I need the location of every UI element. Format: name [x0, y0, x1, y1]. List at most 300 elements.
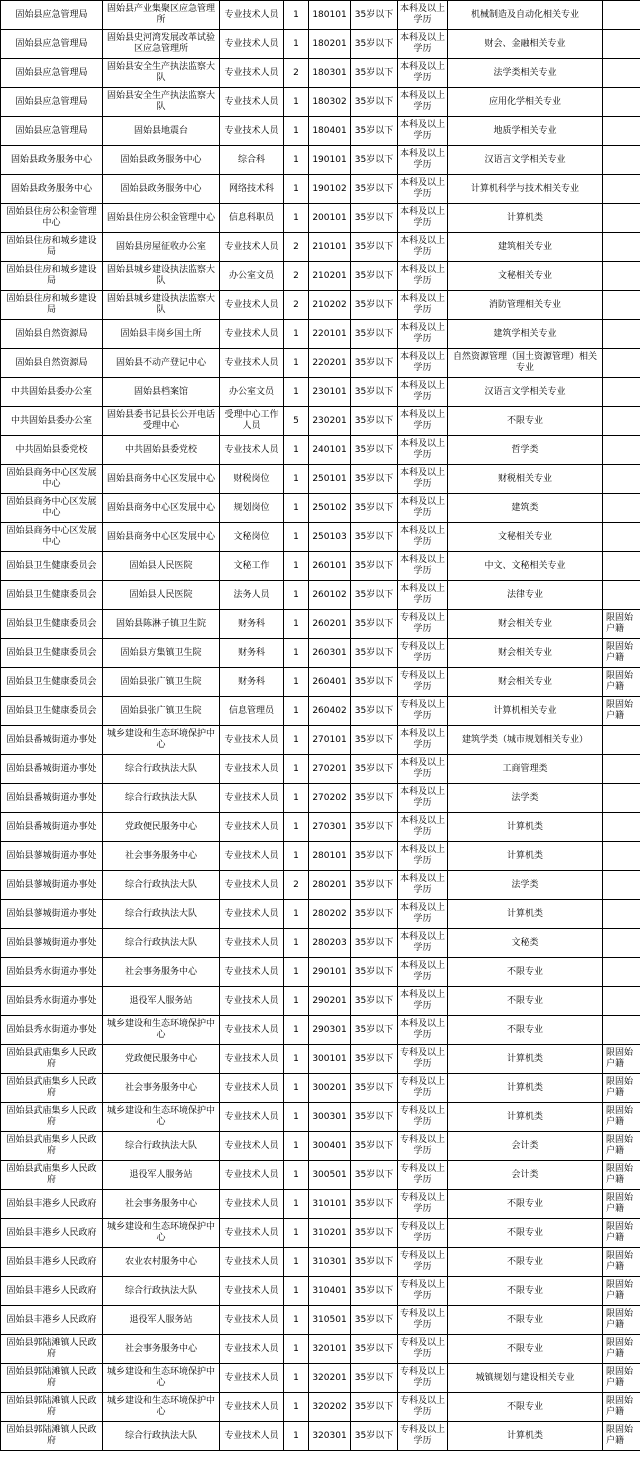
cell-count: 1: [284, 1, 309, 30]
cell-code: 320101: [309, 1335, 351, 1364]
table-row: [1, 755, 640, 784]
cell-education: 专科及以上学历: [398, 1219, 448, 1248]
cell-code: 280201: [309, 871, 351, 900]
table-row: [1, 784, 640, 813]
cell-code: 300501: [309, 1161, 351, 1190]
cell-age: 35岁以下: [351, 407, 398, 436]
cell-note: [603, 320, 640, 349]
cell-position: 专业技术人员: [220, 726, 284, 755]
cell-note: [603, 871, 640, 900]
cell-position: 专业技术人员: [220, 813, 284, 842]
cell-position: 网络技术科: [220, 175, 284, 204]
cell-department: 固始县番城街道办事处: [1, 784, 103, 813]
cell-department: 固始县商务中心区发展中心: [1, 465, 103, 494]
cell-count: 1: [284, 1364, 309, 1393]
cell-unit: 综合行政执法大队: [103, 1132, 220, 1161]
cell-age: 35岁以下: [351, 1335, 398, 1364]
cell-department: 固始县武庙集乡人民政府: [1, 1132, 103, 1161]
cell-department: 固始县应急管理局: [1, 88, 103, 117]
cell-count: 1: [284, 1248, 309, 1277]
cell-major: 计算机类: [448, 204, 603, 233]
cell-note: [603, 552, 640, 581]
cell-position: 专业技术人员: [220, 1161, 284, 1190]
cell-unit: 综合行政执法大队: [103, 1277, 220, 1306]
cell-department: 固始县郭陆滩镇人民政府: [1, 1393, 103, 1422]
table-row: [1, 987, 640, 1016]
cell-position: 综合科: [220, 146, 284, 175]
cell-unit: 固始县安全生产执法监察大队: [103, 59, 220, 88]
cell-note: [603, 233, 640, 262]
cell-code: 310501: [309, 1306, 351, 1335]
cell-code: 290201: [309, 987, 351, 1016]
cell-note: [603, 146, 640, 175]
cell-position: 专业技术人员: [220, 1277, 284, 1306]
cell-note: 限固始户籍: [603, 697, 640, 726]
cell-age: 35岁以下: [351, 958, 398, 987]
cell-education: 本科及以上学历: [398, 871, 448, 900]
cell-code: 200101: [309, 204, 351, 233]
cell-unit: 固始县政务服务中心: [103, 146, 220, 175]
cell-education: 专科及以上学历: [398, 1074, 448, 1103]
cell-department: 固始县丰港乡人民政府: [1, 1190, 103, 1219]
cell-unit: 社会事务服务中心: [103, 1074, 220, 1103]
cell-count: 1: [284, 581, 309, 610]
table-row: [1, 1306, 640, 1335]
cell-unit: 社会事务服务中心: [103, 1190, 220, 1219]
cell-department: 固始县应急管理局: [1, 59, 103, 88]
cell-department: 固始县卫生健康委员会: [1, 639, 103, 668]
cell-unit: 固始县住房公积金管理中心: [103, 204, 220, 233]
cell-age: 35岁以下: [351, 929, 398, 958]
cell-education: 本科及以上学历: [398, 204, 448, 233]
cell-note: 限固始户籍: [603, 1393, 640, 1422]
cell-position: 专业技术人员: [220, 1, 284, 30]
cell-age: 35岁以下: [351, 755, 398, 784]
cell-department: 固始县蓼城街道办事处: [1, 871, 103, 900]
cell-education: 专科及以上学历: [398, 1422, 448, 1451]
cell-code: 300301: [309, 1103, 351, 1132]
cell-education: 本科及以上学历: [398, 494, 448, 523]
cell-department: 固始县武庙集乡人民政府: [1, 1045, 103, 1074]
cell-education: 专科及以上学历: [398, 1161, 448, 1190]
table-row: [1, 871, 640, 900]
cell-position: 专业技术人员: [220, 1074, 284, 1103]
cell-position: 专业技术人员: [220, 1393, 284, 1422]
cell-unit: 固始县城乡建设执法监察大队: [103, 262, 220, 291]
cell-code: 230201: [309, 407, 351, 436]
cell-major: 建筑学类（城市规划相关专业）: [448, 726, 603, 755]
cell-code: 180401: [309, 117, 351, 146]
cell-unit: 城乡建设和生态环境保护中心: [103, 1016, 220, 1045]
table-row: [1, 146, 640, 175]
cell-count: 1: [284, 1393, 309, 1422]
cell-education: 本科及以上学历: [398, 523, 448, 552]
cell-code: 290101: [309, 958, 351, 987]
cell-count: 1: [284, 349, 309, 378]
cell-age: 35岁以下: [351, 813, 398, 842]
cell-position: 专业技术人员: [220, 755, 284, 784]
cell-note: [603, 726, 640, 755]
cell-unit: 中共固始县委党校: [103, 436, 220, 465]
cell-department: 固始县政务服务中心: [1, 146, 103, 175]
cell-age: 35岁以下: [351, 349, 398, 378]
cell-count: 1: [284, 668, 309, 697]
cell-major: 不限专业: [448, 958, 603, 987]
cell-unit: 固始县政务服务中心: [103, 175, 220, 204]
cell-education: 专科及以上学历: [398, 1132, 448, 1161]
cell-position: 专业技术人员: [220, 1219, 284, 1248]
cell-code: 270101: [309, 726, 351, 755]
cell-count: 1: [284, 842, 309, 871]
cell-age: 35岁以下: [351, 320, 398, 349]
cell-count: 1: [284, 552, 309, 581]
cell-education: 本科及以上学历: [398, 900, 448, 929]
cell-code: 270202: [309, 784, 351, 813]
cell-education: 本科及以上学历: [398, 784, 448, 813]
cell-education: 本科及以上学历: [398, 291, 448, 320]
cell-department: 固始县番城街道办事处: [1, 755, 103, 784]
cell-code: 210202: [309, 291, 351, 320]
cell-education: 专科及以上学历: [398, 1306, 448, 1335]
cell-code: 320201: [309, 1364, 351, 1393]
cell-count: 1: [284, 1306, 309, 1335]
table-row: [1, 233, 640, 262]
cell-major: 财会、金融相关专业: [448, 30, 603, 59]
cell-age: 35岁以下: [351, 610, 398, 639]
table-row: [1, 610, 640, 639]
cell-education: 本科及以上学历: [398, 30, 448, 59]
cell-position: 专业技术人员: [220, 291, 284, 320]
cell-position: 专业技术人员: [220, 1248, 284, 1277]
cell-position: 受理中心工作人员: [220, 407, 284, 436]
cell-department: 固始县郭陆滩镇人民政府: [1, 1422, 103, 1451]
cell-unit: 固始县商务中心区发展中心: [103, 523, 220, 552]
cell-education: 本科及以上学历: [398, 349, 448, 378]
cell-major: 财会相关专业: [448, 610, 603, 639]
cell-note: 限固始户籍: [603, 1161, 640, 1190]
cell-unit: 综合行政执法大队: [103, 784, 220, 813]
cell-count: 1: [284, 1074, 309, 1103]
cell-position: 专业技术人员: [220, 320, 284, 349]
cell-position: 专业技术人员: [220, 842, 284, 871]
cell-position: 专业技术人员: [220, 1364, 284, 1393]
cell-note: 限固始户籍: [603, 1074, 640, 1103]
cell-position: 法务人员: [220, 581, 284, 610]
cell-position: 专业技术人员: [220, 59, 284, 88]
cell-unit: 综合行政执法大队: [103, 900, 220, 929]
cell-major: 会计类: [448, 1161, 603, 1190]
cell-education: 本科及以上学历: [398, 262, 448, 291]
cell-note: [603, 581, 640, 610]
cell-education: 本科及以上学历: [398, 146, 448, 175]
cell-position: 专业技术人员: [220, 1103, 284, 1132]
cell-count: 1: [284, 436, 309, 465]
cell-note: [603, 465, 640, 494]
cell-code: 310201: [309, 1219, 351, 1248]
table-row: [1, 813, 640, 842]
cell-count: 1: [284, 494, 309, 523]
cell-education: 专科及以上学历: [398, 1393, 448, 1422]
cell-education: 本科及以上学历: [398, 552, 448, 581]
cell-age: 35岁以下: [351, 1132, 398, 1161]
cell-position: 专业技术人员: [220, 349, 284, 378]
cell-department: 固始县商务中心区发展中心: [1, 494, 103, 523]
cell-unit: 固始县史河湾发展改革试验区应急管理所: [103, 30, 220, 59]
cell-major: 计算机类: [448, 900, 603, 929]
table-row: [1, 1161, 640, 1190]
table-row: [1, 436, 640, 465]
cell-unit: 固始县商务中心区发展中心: [103, 465, 220, 494]
cell-major: 计算机类: [448, 1074, 603, 1103]
cell-note: [603, 755, 640, 784]
cell-department: 固始县武庙集乡人民政府: [1, 1074, 103, 1103]
cell-unit: 城乡建设和生态环境保护中心: [103, 726, 220, 755]
cell-code: 290301: [309, 1016, 351, 1045]
table-row: [1, 523, 640, 552]
cell-position: 文秘工作: [220, 552, 284, 581]
cell-unit: 固始县城乡建设执法监察大队: [103, 291, 220, 320]
cell-education: 本科及以上学历: [398, 1016, 448, 1045]
cell-note: [603, 117, 640, 146]
table-row: [1, 726, 640, 755]
cell-major: 计算机类: [448, 813, 603, 842]
cell-unit: 固始县档案馆: [103, 378, 220, 407]
table-row: [1, 378, 640, 407]
cell-department: 固始县武庙集乡人民政府: [1, 1103, 103, 1132]
cell-major: 财会相关专业: [448, 639, 603, 668]
cell-major: 不限专业: [448, 1335, 603, 1364]
cell-note: [603, 30, 640, 59]
cell-department: 固始县秀水街道办事处: [1, 1016, 103, 1045]
cell-age: 35岁以下: [351, 697, 398, 726]
cell-age: 35岁以下: [351, 1190, 398, 1219]
cell-education: 本科及以上学历: [398, 813, 448, 842]
cell-department: 固始县应急管理局: [1, 30, 103, 59]
cell-major: 法学类相关专业: [448, 59, 603, 88]
cell-unit: 固始县地震台: [103, 117, 220, 146]
cell-major: 计算机类: [448, 1422, 603, 1451]
cell-age: 35岁以下: [351, 30, 398, 59]
cell-major: 自然资源管理（国土资源管理）相关专业: [448, 349, 603, 378]
cell-position: 财税岗位: [220, 465, 284, 494]
cell-code: 190102: [309, 175, 351, 204]
cell-department: 固始县蓼城街道办事处: [1, 842, 103, 871]
cell-count: 2: [284, 291, 309, 320]
cell-age: 35岁以下: [351, 494, 398, 523]
cell-unit: 党政便民服务中心: [103, 1045, 220, 1074]
cell-count: 2: [284, 59, 309, 88]
cell-unit: 综合行政执法大队: [103, 1422, 220, 1451]
cell-unit: 固始县人民医院: [103, 552, 220, 581]
cell-education: 专科及以上学历: [398, 610, 448, 639]
cell-age: 35岁以下: [351, 1045, 398, 1074]
cell-department: 固始县郭陆滩镇人民政府: [1, 1335, 103, 1364]
table-row: [1, 581, 640, 610]
cell-note: [603, 929, 640, 958]
table-row: [1, 1, 640, 30]
cell-department: 固始县丰港乡人民政府: [1, 1306, 103, 1335]
cell-note: [603, 175, 640, 204]
cell-code: 220101: [309, 320, 351, 349]
cell-code: 300201: [309, 1074, 351, 1103]
cell-department: 固始县番城街道办事处: [1, 726, 103, 755]
cell-note: [603, 842, 640, 871]
table-row: [1, 1103, 640, 1132]
cell-note: 限固始户籍: [603, 639, 640, 668]
cell-position: 专业技术人员: [220, 784, 284, 813]
cell-unit: 固始县张广镇卫生院: [103, 697, 220, 726]
cell-position: 专业技术人员: [220, 233, 284, 262]
cell-note: [603, 494, 640, 523]
cell-note: [603, 900, 640, 929]
cell-unit: 综合行政执法大队: [103, 871, 220, 900]
cell-unit: 社会事务服务中心: [103, 958, 220, 987]
table-row: [1, 494, 640, 523]
cell-department: 固始县自然资源局: [1, 320, 103, 349]
cell-count: 2: [284, 233, 309, 262]
cell-major: 计算机类: [448, 842, 603, 871]
cell-major: 不限专业: [448, 407, 603, 436]
cell-major: 文秘相关专业: [448, 523, 603, 552]
cell-note: [603, 784, 640, 813]
cell-education: 专科及以上学历: [398, 1103, 448, 1132]
cell-department: 固始县秀水街道办事处: [1, 958, 103, 987]
cell-major: 工商管理类: [448, 755, 603, 784]
cell-department: 固始县卫生健康委员会: [1, 552, 103, 581]
cell-education: 专科及以上学历: [398, 1277, 448, 1306]
cell-position: 专业技术人员: [220, 1335, 284, 1364]
cell-code: 180302: [309, 88, 351, 117]
cell-department: 固始县秀水街道办事处: [1, 987, 103, 1016]
cell-count: 2: [284, 871, 309, 900]
cell-age: 35岁以下: [351, 1422, 398, 1451]
cell-unit: 固始县方集镇卫生院: [103, 639, 220, 668]
cell-code: 260402: [309, 697, 351, 726]
cell-major: 不限专业: [448, 1016, 603, 1045]
cell-count: 1: [284, 204, 309, 233]
cell-unit: 退役军人服务站: [103, 1161, 220, 1190]
cell-age: 35岁以下: [351, 1306, 398, 1335]
cell-education: 本科及以上学历: [398, 117, 448, 146]
cell-education: 本科及以上学历: [398, 407, 448, 436]
cell-age: 35岁以下: [351, 1161, 398, 1190]
cell-code: 310101: [309, 1190, 351, 1219]
cell-education: 本科及以上学历: [398, 175, 448, 204]
cell-education: 本科及以上学历: [398, 233, 448, 262]
cell-position: 规划岗位: [220, 494, 284, 523]
cell-unit: 城乡建设和生态环境保护中心: [103, 1103, 220, 1132]
cell-unit: 固始县商务中心区发展中心: [103, 494, 220, 523]
cell-count: 1: [284, 465, 309, 494]
cell-education: 本科及以上学历: [398, 88, 448, 117]
cell-count: 1: [284, 697, 309, 726]
cell-unit: 城乡建设和生态环境保护中心: [103, 1393, 220, 1422]
cell-education: 专科及以上学历: [398, 1045, 448, 1074]
cell-code: 280101: [309, 842, 351, 871]
cell-count: 1: [284, 1219, 309, 1248]
table-row: [1, 1190, 640, 1219]
cell-note: [603, 523, 640, 552]
cell-department: 固始县住房和城乡建设局: [1, 233, 103, 262]
cell-position: 专业技术人员: [220, 30, 284, 59]
cell-unit: 综合行政执法大队: [103, 755, 220, 784]
cell-code: 180201: [309, 30, 351, 59]
cell-age: 35岁以下: [351, 436, 398, 465]
cell-note: 限固始户籍: [603, 1364, 640, 1393]
table-row: [1, 349, 640, 378]
cell-unit: 农业农村服务中心: [103, 1248, 220, 1277]
cell-count: 1: [284, 523, 309, 552]
cell-department: 中共固始县委办公室: [1, 407, 103, 436]
cell-code: 310301: [309, 1248, 351, 1277]
cell-department: 固始县蓼城街道办事处: [1, 900, 103, 929]
cell-count: 1: [284, 1190, 309, 1219]
cell-education: 本科及以上学历: [398, 987, 448, 1016]
table-row: [1, 262, 640, 291]
cell-note: [603, 436, 640, 465]
cell-education: 本科及以上学历: [398, 755, 448, 784]
cell-education: 本科及以上学历: [398, 581, 448, 610]
cell-major: 汉语言文学相关专业: [448, 146, 603, 175]
cell-position: 专业技术人员: [220, 1306, 284, 1335]
table-row: [1, 1219, 640, 1248]
cell-code: 230101: [309, 378, 351, 407]
cell-count: 1: [284, 755, 309, 784]
cell-count: 1: [284, 726, 309, 755]
cell-code: 260102: [309, 581, 351, 610]
cell-age: 35岁以下: [351, 900, 398, 929]
cell-note: 限固始户籍: [603, 1422, 640, 1451]
cell-age: 35岁以下: [351, 871, 398, 900]
cell-count: 1: [284, 784, 309, 813]
cell-count: 1: [284, 175, 309, 204]
cell-unit: 固始县房屋征收办公室: [103, 233, 220, 262]
cell-major: 计算机类: [448, 1103, 603, 1132]
cell-major: 哲学类: [448, 436, 603, 465]
table-row: [1, 639, 640, 668]
cell-unit: 固始县张广镇卫生院: [103, 668, 220, 697]
cell-age: 35岁以下: [351, 291, 398, 320]
cell-age: 35岁以下: [351, 1074, 398, 1103]
cell-note: 限固始户籍: [603, 1248, 640, 1277]
cell-position: 财务科: [220, 668, 284, 697]
cell-education: 本科及以上学历: [398, 59, 448, 88]
cell-count: 1: [284, 1161, 309, 1190]
cell-position: 专业技术人员: [220, 987, 284, 1016]
cell-unit: 社会事务服务中心: [103, 842, 220, 871]
cell-count: 1: [284, 1277, 309, 1306]
cell-count: 1: [284, 1422, 309, 1451]
cell-age: 35岁以下: [351, 146, 398, 175]
cell-count: 1: [284, 958, 309, 987]
cell-major: 计算机类: [448, 1045, 603, 1074]
table-row: [1, 1277, 640, 1306]
cell-count: 1: [284, 88, 309, 117]
cell-age: 35岁以下: [351, 204, 398, 233]
table-row: [1, 320, 640, 349]
cell-code: 260401: [309, 668, 351, 697]
cell-age: 35岁以下: [351, 1016, 398, 1045]
cell-age: 35岁以下: [351, 1393, 398, 1422]
cell-department: 固始县住房公积金管理中心: [1, 204, 103, 233]
cell-note: [603, 1, 640, 30]
cell-education: 本科及以上学历: [398, 1, 448, 30]
cell-position: 专业技术人员: [220, 1422, 284, 1451]
cell-unit: 退役军人服务站: [103, 1306, 220, 1335]
cell-education: 本科及以上学历: [398, 726, 448, 755]
cell-count: 5: [284, 407, 309, 436]
cell-age: 35岁以下: [351, 59, 398, 88]
